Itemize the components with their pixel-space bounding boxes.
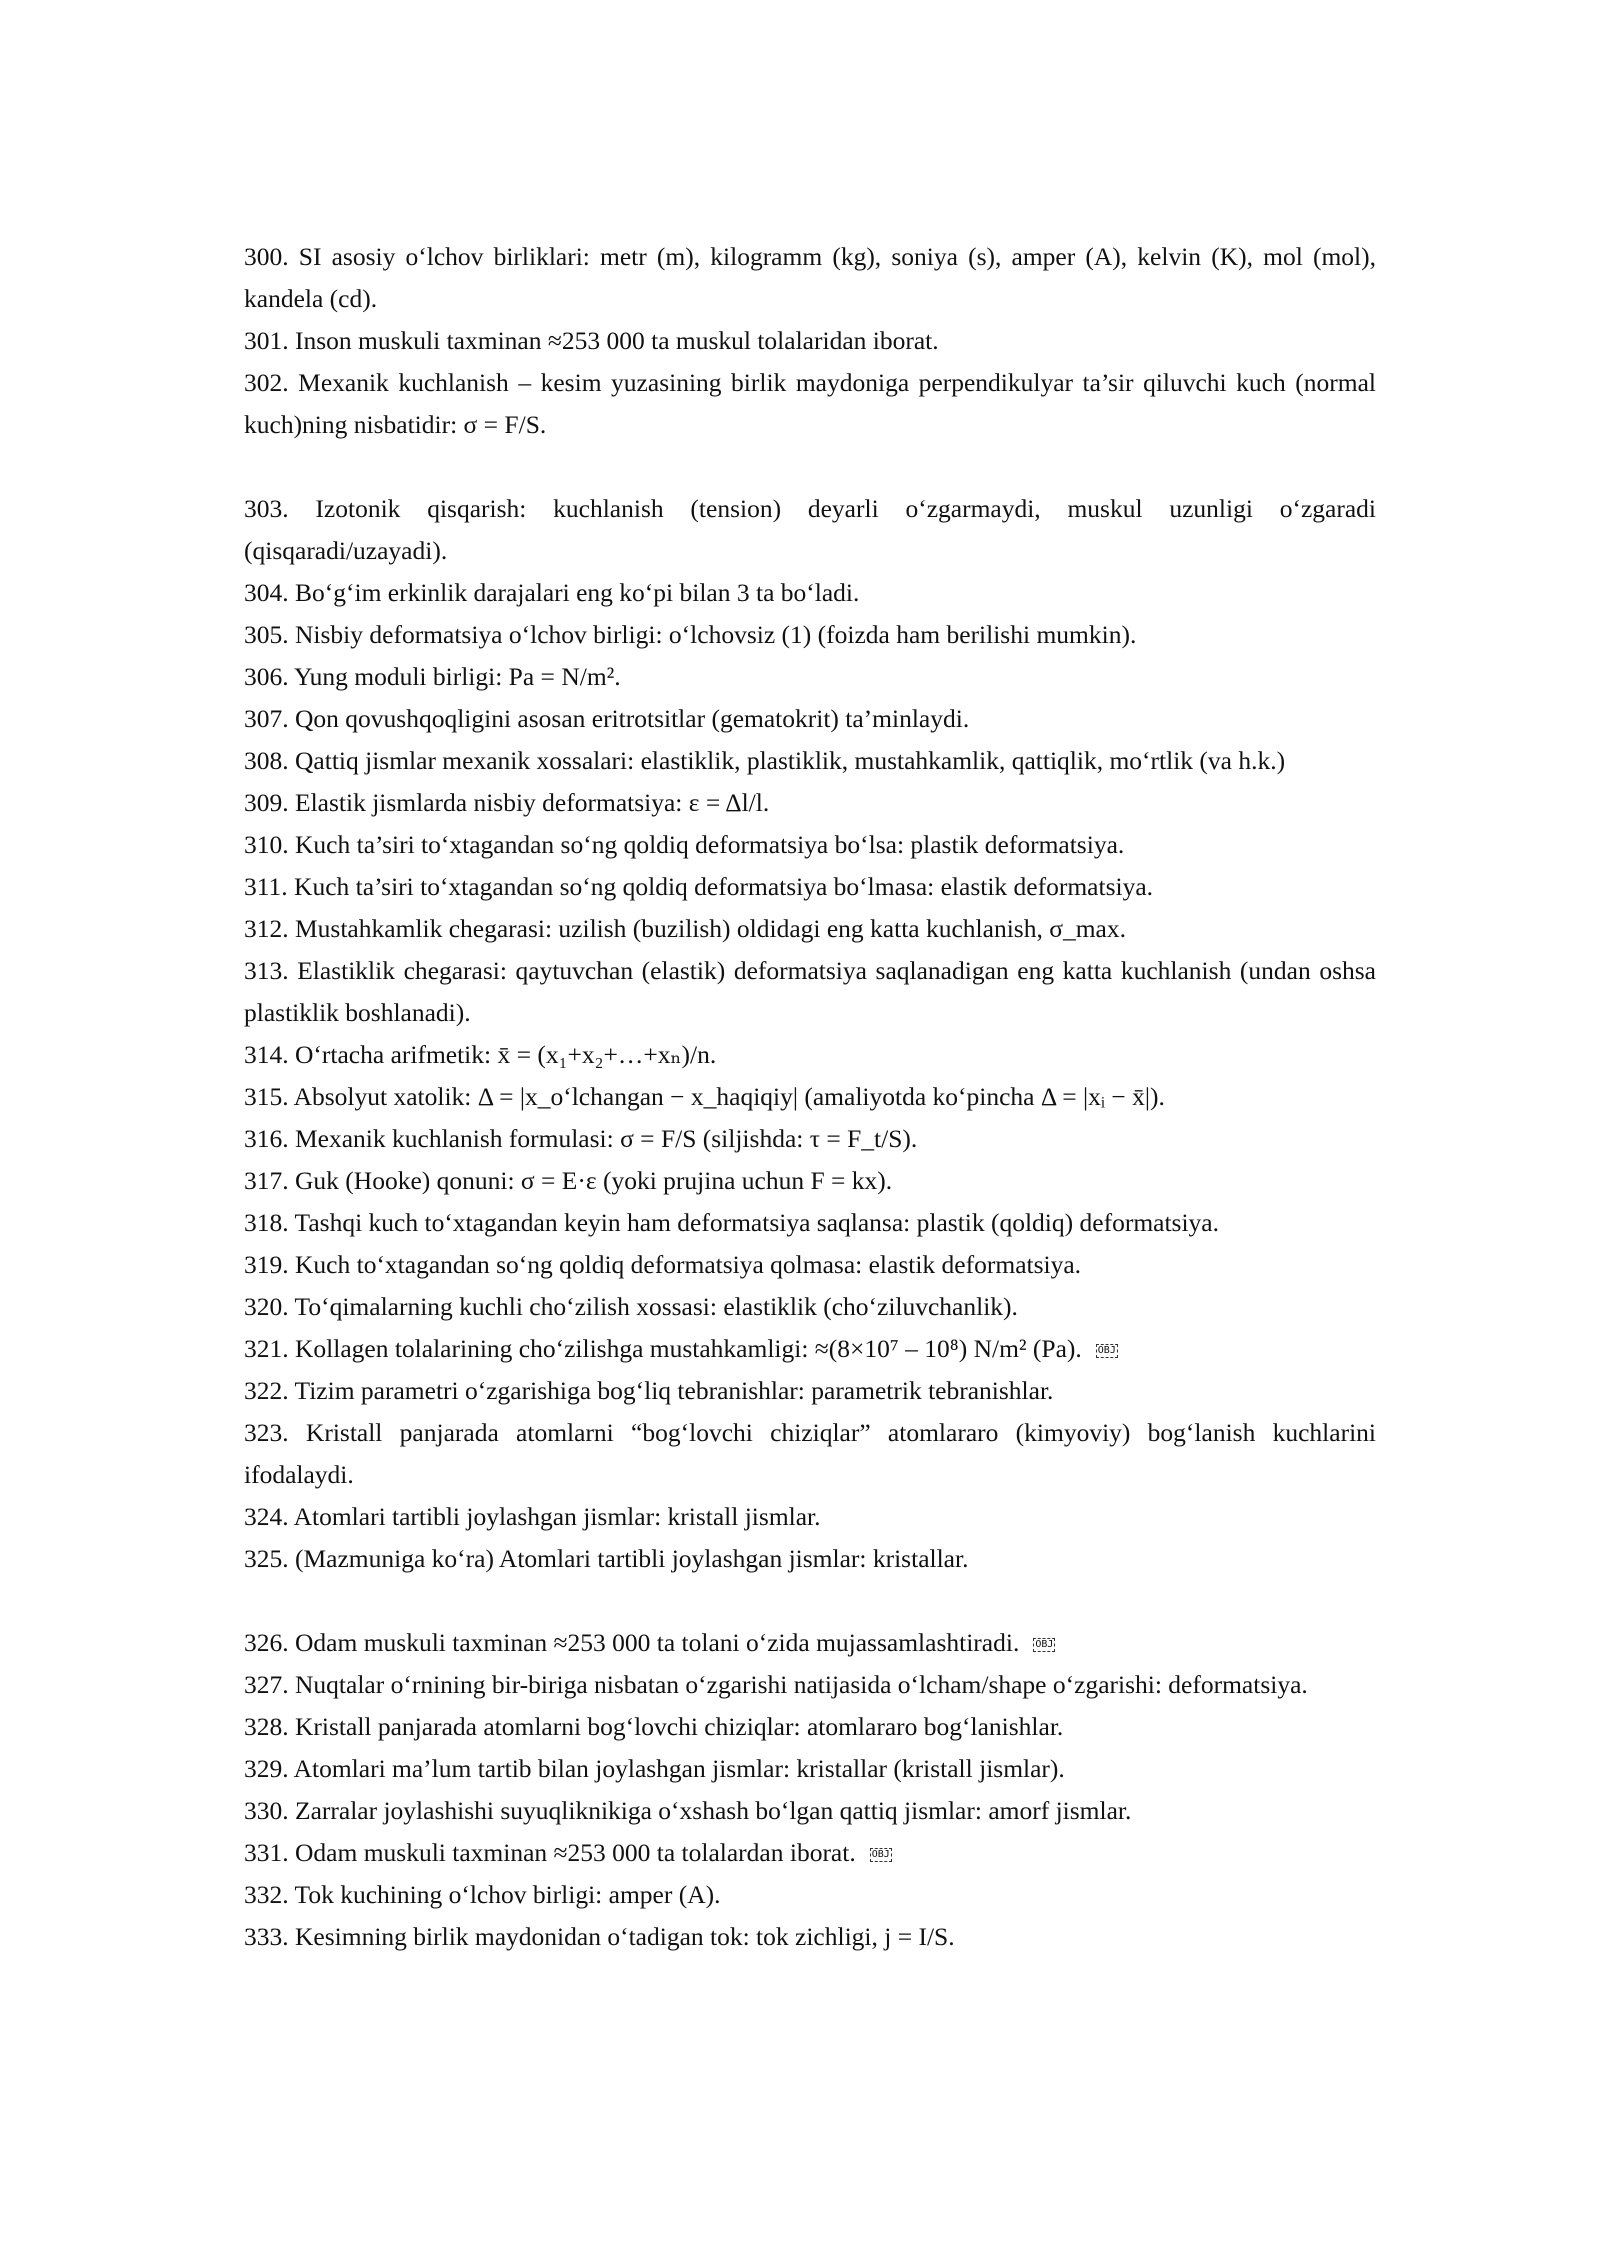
list-item [244, 908, 1376, 950]
list-item [244, 362, 1376, 446]
list-item-text: 320. To‘qimalarning kuchli cho‘zilish xossasi: elastiklik (cho‘ziluvchanlik). [244, 1292, 1018, 1321]
list-item-text: 326. Odam muskuli taxminan ≈253 000 ta tolani o‘zida mujassamlashtiradi. [244, 1628, 1020, 1657]
list-item-text: 313. Elastiklik chegarasi: qaytuvchan (elastik) deformatsiya saqlanadigan eng katta kuchlanish (undan oshsa plastiklik boshlanadi). [244, 956, 1376, 1027]
list-item [244, 488, 1376, 572]
list-item [244, 1202, 1376, 1244]
list-item [244, 1412, 1376, 1496]
list-item [244, 1118, 1376, 1160]
list-item [244, 1622, 1376, 1664]
list-item [244, 950, 1376, 1034]
list-item [244, 1034, 1376, 1076]
list-item-text: 333. Kesimning birlik maydonidan o‘tadigan tok: tok zichligi, j = I/S. [244, 1922, 955, 1951]
list-item [244, 1664, 1376, 1706]
list-item-text: 309. Elastik jismlarda nisbiy deformatsiya: ε = Δl/l. [244, 788, 770, 817]
list-item-text: 307. Qon qovushqoqligini asosan eritrotsitlar (gematokrit) ta’minlaydi. [244, 704, 970, 733]
list-item-text: 311. Kuch ta’siri to‘xtagandan so‘ng qoldiq deformatsiya bo‘lmasa: elastik deformatsiya. [244, 872, 1154, 901]
list-item-text: 328. Kristall panjarada atomlarni bog‘lovchi chiziqlar: atomlararo bog‘lanishlar. [244, 1712, 1064, 1741]
object-placeholder-icon: OBJ [1035, 1639, 1054, 1650]
list-item [244, 1496, 1376, 1538]
list-item [244, 1370, 1376, 1412]
document-page [244, 236, 1376, 1958]
object-placeholder-icon: OBJ [871, 1849, 890, 1860]
list-item [244, 740, 1376, 782]
list-item-text: 305. Nisbiy deformatsiya o‘lchov birligi: o‘lchovsiz (1) (foizda ham berilishi mumkin). [244, 620, 1137, 649]
list-item-text: 319. Kuch to‘xtagandan so‘ng qoldiq deformatsiya qolmasa: elastik deformatsiya. [244, 1250, 1082, 1279]
list-item [244, 1160, 1376, 1202]
list-item [244, 1328, 1376, 1370]
list-item [244, 614, 1376, 656]
list-item-text: 312. Mustahkamlik chegarasi: uzilish (buzilish) oldidagi eng katta kuchlanish, σ_max. [244, 914, 1126, 943]
list-item [244, 1244, 1376, 1286]
list-item-text: 322. Tizim parametri o‘zgarishiga bog‘liq tebranishlar: parametrik tebranishlar. [244, 1376, 1054, 1405]
list-item [244, 1832, 1376, 1874]
list-item-text: 324. Atomlari tartibli joylashgan jismlar: kristall jismlar. [244, 1502, 821, 1531]
list-item [244, 320, 1376, 362]
list-item-text: 302. Mexanik kuchlanish – kesim yuzasining birlik maydoniga perpendikulyar ta’sir qiluvchi kuch (normal kuch)ning nisbatidir: σ = F/S. [244, 368, 1376, 439]
list-item-text: 303. Izotonik qisqarish: kuchlanish (tension) deyarli o‘zgarmaydi, muskul uzunligi o‘zgaradi (qisqaradi/uzayadi). [244, 494, 1376, 565]
list-item-text: 323. Kristall panjarada atomlarni “bog‘lovchi chiziqlar” atomlararo (kimyoviy) bog‘lanish kuchlarini ifodalaydi. [244, 1418, 1376, 1489]
list-item [244, 866, 1376, 908]
list-item-text: 327. Nuqtalar o‘rnining bir-biriga nisbatan o‘zgarishi natijasida o‘lcham/shape o‘zgarishi: deformatsiya. [244, 1670, 1308, 1699]
list-item [244, 572, 1376, 614]
list-item [244, 698, 1376, 740]
list-item-text: 317. Guk (Hooke) qonuni: σ = E·ε (yoki prujina uchun F = kx). [244, 1166, 893, 1195]
list-item [244, 1916, 1376, 1958]
list-item [244, 1538, 1376, 1580]
list-item-text: 300. SI asosiy o‘lchov birliklari: metr (m), kilogramm (kg), soniya (s), amper (A), kelvin (K), mol (mol), kandela (cd). [244, 242, 1376, 313]
list-item-text: 325. (Mazmuniga ko‘ra) Atomlari tartibli joylashgan jismlar: kristallar. [244, 1544, 969, 1573]
list-item [244, 1706, 1376, 1748]
list-item [244, 1874, 1376, 1916]
list-item-text: 314. O‘rtacha arifmetik: x̄ = (x₁+x₂+…+xₙ)/n. [244, 1040, 717, 1069]
list-item [244, 1790, 1376, 1832]
list-item [244, 1076, 1376, 1118]
list-item [244, 1286, 1376, 1328]
list-item-text: 321. Kollagen tolalarining cho‘zilishga mustahkamligi: ≈(8×10⁷ – 10⁸) N/m² (Pa). [244, 1334, 1082, 1363]
object-placeholder-icon: OBJ [1097, 1345, 1116, 1356]
list-item [244, 236, 1376, 320]
list-item-text: 306. Yung moduli birligi: Pa = N/m². [244, 662, 621, 691]
list-item-text: 318. Tashqi kuch to‘xtagandan keyin ham deformatsiya saqlansa: plastik (qoldiq) deformatsiya. [244, 1208, 1220, 1237]
list-item-text: 331. Odam muskuli taxminan ≈253 000 ta tolalardan iborat. [244, 1838, 856, 1867]
list-item-text: 332. Tok kuchining o‘lchov birligi: amper (A). [244, 1880, 721, 1909]
list-item-text: 301. Inson muskuli taxminan ≈253 000 ta muskul tolalaridan iborat. [244, 326, 939, 355]
list-item-text: 315. Absolyut xatolik: Δ = |x_o‘lchangan − x_haqiqiy| (amaliyotda ko‘pincha Δ = |xᵢ − x̄|). [244, 1082, 1165, 1111]
list-item-text: 330. Zarralar joylashishi suyuqliknikiga o‘xshash bo‘lgan qattiq jismlar: amorf jismlar. [244, 1796, 1132, 1825]
list-item [244, 1748, 1376, 1790]
list-item-text: 316. Mexanik kuchlanish formulasi: σ = F/S (siljishda: τ = F_t/S). [244, 1124, 918, 1153]
list-item [244, 824, 1376, 866]
list-item-text: 310. Kuch ta’siri to‘xtagandan so‘ng qoldiq deformatsiya bo‘lsa: plastik deformatsiya. [244, 830, 1125, 859]
list-item-text: 304. Bo‘g‘im erkinlik darajalari eng ko‘pi bilan 3 ta bo‘ladi. [244, 578, 860, 607]
list-item [244, 782, 1376, 824]
list-item-text: 308. Qattiq jismlar mexanik xossalari: elastiklik, plastiklik, mustahkamlik, qattiqlik, mo‘rtlik (va h.k.) [244, 746, 1286, 775]
list-item-text: 329. Atomlari ma’lum tartib bilan joylashgan jismlar: kristallar (kristall jismlar). [244, 1754, 1065, 1783]
list-item [244, 656, 1376, 698]
